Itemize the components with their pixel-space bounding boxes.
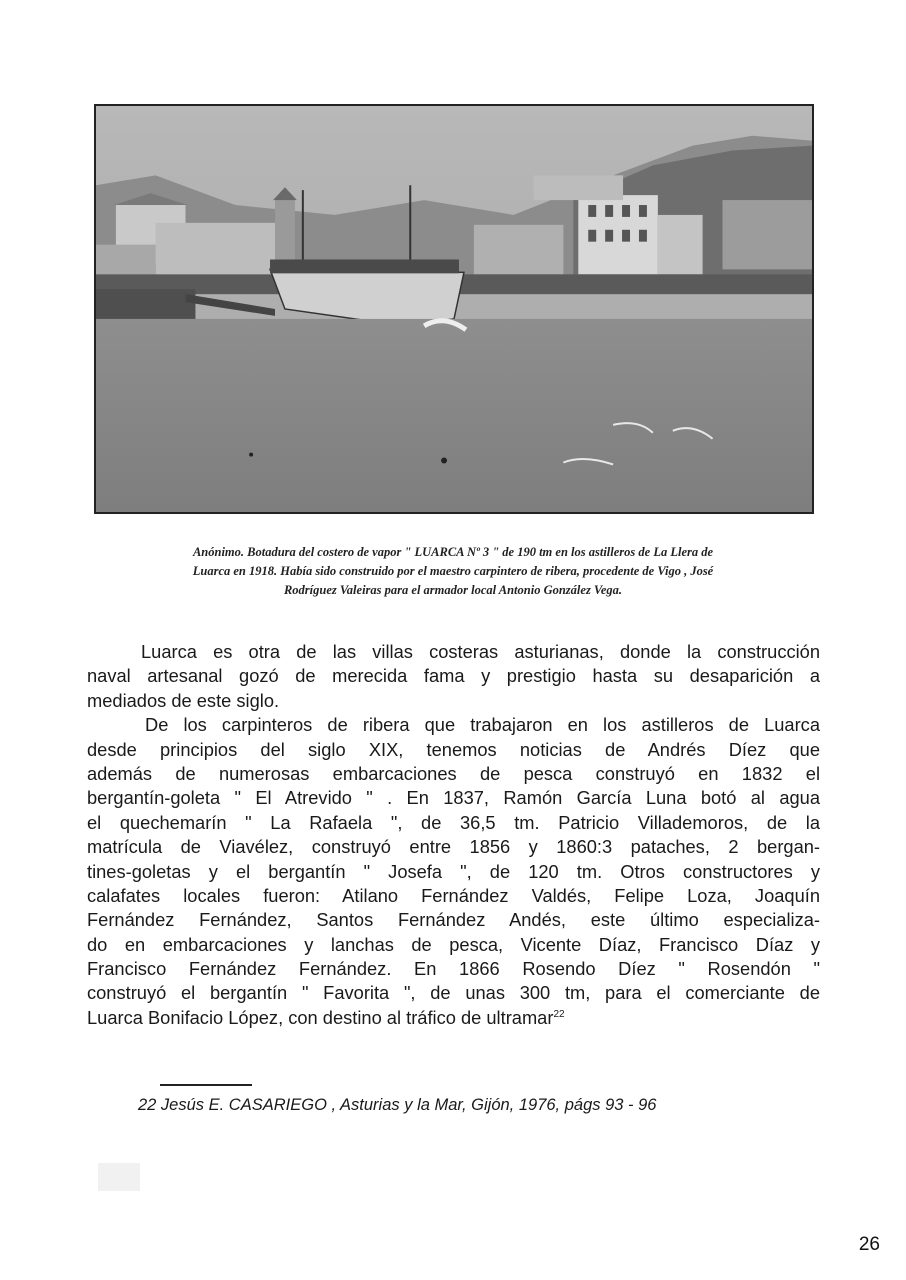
body-line: construyó el bergantín " Favorita ", de unas 300 tm, para el comerciante de [87,982,820,1004]
body-line: do en embarcaciones y lanchas de pesca, Vicente Díaz, Francisco Díaz y [87,933,820,955]
caption-line: Anónimo. Botadura del costero de vapor " LUARCA Nº 3 " de 190 tm en los astilleros de La Llera de [192,545,714,559]
body-line: Luarca es otra de las villas costeras asturianas, donde la construcción [141,641,820,662]
body-line: De los carpinteros de ribera que trabajaron en los astilleros de Luarca [145,714,820,736]
body-line: desde principios del siglo XIX, tenemos noticias de Andrés Díez que [87,738,820,760]
body-line: tines-goletas y el bergantín " Josefa ", de 120 tm. Otros constructores y [87,860,820,882]
body-line: Luarca Bonifacio López, con destino al tráfico de ultramar [87,1006,554,1028]
body-text [87,640,820,1030]
caption-line: Luarca en 1918. Había sido construido por el maestro carpintero de ribera, procedente de Vigo , José [192,564,714,578]
body-line: Fernández Fernández, Santos Fernández Andés, este último especializa- [87,909,820,931]
body-line: calafates locales fueron: Atilano Fernández Valdés, Felipe Loza, Joaquín [87,884,820,906]
body-line: además de numerosas embarcaciones de pesca construyó en 1832 el [87,762,820,784]
harbor-photo [94,104,814,514]
body-line: bergantín-goleta " El Atrevido " . En 1837, Ramón García Luna botó al agua [87,787,820,809]
footnote: 22 Jesús E. CASARIEGO , Asturias y la Mar, Gijón, 1976, págs 93 - 96 [138,1096,657,1114]
body-line: Francisco Fernández Fernández. En 1866 Rosendo Díez " Rosendón " [87,958,820,980]
photo-caption [100,543,806,600]
scan-smudge [98,1163,140,1191]
page-number: 26 [858,1234,880,1255]
body-line-final [87,1006,820,1030]
body-line: el quechemarín " La Rafaela ", de 36,5 tm. Patricio Villademoros, de la [87,811,820,833]
body-line: mediados de este siglo. [87,689,280,711]
footnote-divider [160,1084,252,1086]
caption-line: Rodríguez Valeiras para el armador local Antonio González Vega. [283,583,623,597]
footnote-reference[interactable]: 22 [553,1008,565,1020]
harbor-photo-icon [96,106,812,512]
body-line: naval artesanal gozó de merecida fama y prestigio hasta su desaparición a [87,665,820,687]
body-line: matrícula de Viavélez, construyó entre 1856 y 1860:3 pataches, 2 bergan- [87,836,820,858]
